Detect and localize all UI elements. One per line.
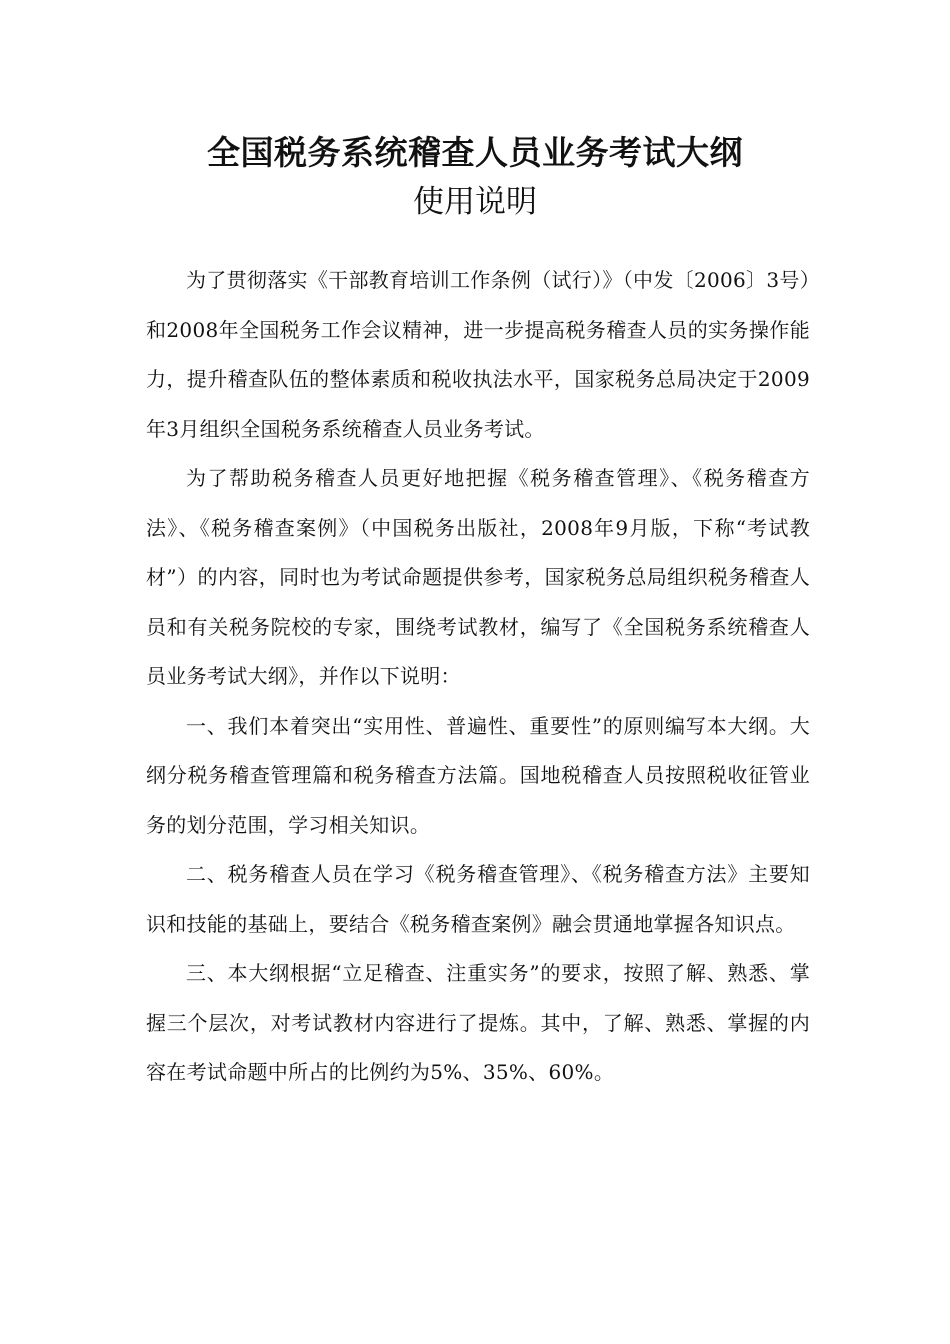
document-body <box>146 256 810 1098</box>
document-title: 全国税务系统稽查人员业务考试大纲 <box>207 133 743 172</box>
paragraph-1: 为了贯彻落实《干部教育培训工作条例（试行）》（中发〔2006〕3号）和2008年全国税务工作会议精神，进一步提高税务稽查人员的实务操作能力，提升稽查队伍的整体素质和税收执法水平，国家税务总局决定于2009年3月组织全国税务系统稽查人员业务考试。 <box>146 268 810 441</box>
paragraph-5: 三、本大纲根据“立足稽查、注重实务”的要求，按照了解、熟悉、掌握三个层次，对考试教材内容进行了提炼。其中，了解、熟悉、掌握的内容在考试命题中所占的比例约为5%、35%、60%。 <box>146 961 810 1084</box>
paragraph-4: 二、税务稽查人员在学习《税务稽查管理》、《税务稽查方法》主要知识和技能的基础上，要结合《税务稽查案例》融会贯通地掌握各知识点。 <box>146 862 810 936</box>
paragraph-2: 为了帮助税务稽查人员更好地把握《税务稽查管理》、《税务稽查方法》、《税务稽查案例》（中国税务出版社，2008年9月版，下称“考试教材”）的内容，同时也为考试命题提供参考，国家税务总局组织税务稽查人员和有关税务院校的专家，围绕考试教材，编写了《全国税务系统稽查人员业务考试大纲》，并作以下说明： <box>146 466 810 688</box>
paragraph-3: 一、我们本着突出“实用性、普遍性、重要性”的原则编写本大纲。大纲分税务稽查管理篇和税务稽查方法篇。国地税稽查人员按照税收征管业务的划分范围，学习相关知识。 <box>146 713 810 837</box>
document-subtitle: 使用说明 <box>413 184 537 220</box>
